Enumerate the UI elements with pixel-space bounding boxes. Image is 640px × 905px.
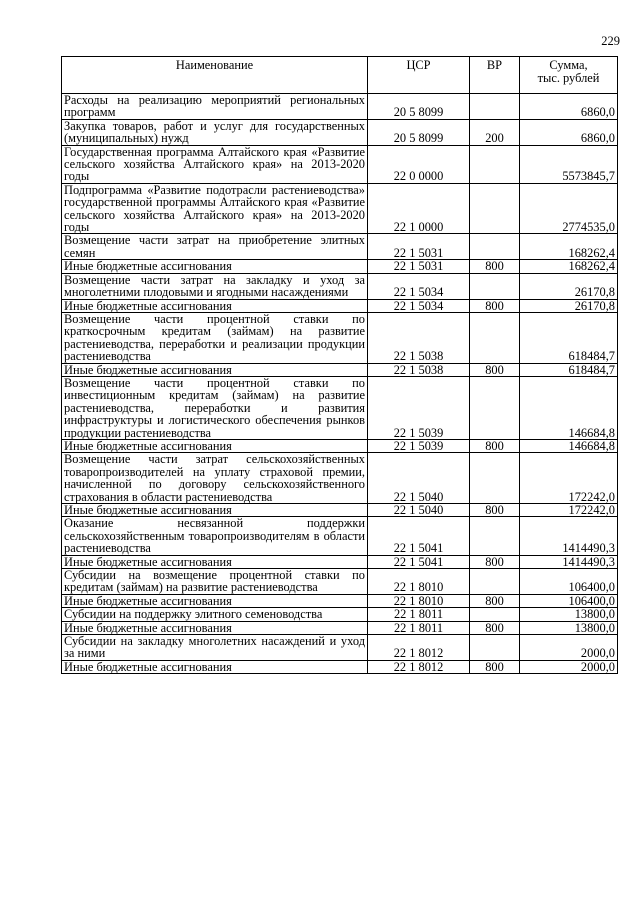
cell-name: Иные бюджетные ассигнования [62,660,368,673]
cell-sum: 5573845,7 [520,145,618,183]
cell-vr [470,273,520,299]
cell-csr: 22 1 0000 [368,183,470,234]
header-sum-line2: тыс. рублей [537,71,600,85]
cell-sum: 172242,0 [520,504,618,517]
cell-name: Государственная программа Алтайского края «Развитие сельского хозяйства Алтайского края» на 2013-2020 годы [62,145,368,183]
table-row [62,635,618,661]
table-row [62,94,618,120]
cell-csr: 20 5 8099 [368,119,470,145]
cell-csr: 22 1 8012 [368,635,470,661]
table-row [62,453,618,504]
cell-name: Закупка товаров, работ и услуг для государственных (муниципальных) нужд [62,119,368,145]
cell-name: Возмещение части затрат сельскохозяйственных товаропроизводителей на уплату страховой премии, начисленной по договору сельскохозяйственного страхования в области растениеводства [62,453,368,504]
cell-vr: 800 [470,555,520,568]
cell-name: Расходы на реализацию мероприятий региональных программ [62,94,368,120]
table-header [62,57,618,94]
cell-csr: 22 0 0000 [368,145,470,183]
cell-name: Иные бюджетные ассигнования [62,504,368,517]
cell-vr [470,183,520,234]
table-body [62,94,618,674]
cell-sum: 26170,8 [520,273,618,299]
cell-vr [470,94,520,120]
cell-vr [470,234,520,260]
cell-sum: 6860,0 [520,94,618,120]
cell-vr: 800 [470,439,520,452]
header-sum [520,57,618,94]
cell-sum: 618484,7 [520,363,618,376]
table-row [62,363,618,376]
table-row [62,312,618,363]
table-row [62,273,618,299]
table-row [62,376,618,439]
table-row [62,621,618,634]
cell-vr [470,145,520,183]
cell-name: Возмещение части процентной ставки по краткосрочным кредитам (займам) на развитие растениеводства, переработки и реализации продукции растениеводства [62,312,368,363]
cell-name: Подпрограмма «Развитие подотрасли растениеводства» государственной программы Алтайского края «Развитие сельского хозяйства Алтайского края» на 2013-2020 годы [62,183,368,234]
cell-vr: 800 [470,660,520,673]
cell-csr: 22 1 5039 [368,376,470,439]
table-row [62,608,618,621]
cell-csr: 22 1 5038 [368,312,470,363]
table-row [62,183,618,234]
header-vr: ВР [470,57,520,94]
header-sum-line1: Сумма, [549,58,588,72]
cell-sum: 106400,0 [520,594,618,607]
table-row [62,517,618,555]
header-name: Наименование [62,57,368,94]
cell-name: Иные бюджетные ассигнования [62,363,368,376]
cell-name: Иные бюджетные ассигнования [62,299,368,312]
cell-vr: 800 [470,504,520,517]
cell-vr: 800 [470,621,520,634]
cell-name: Иные бюджетные ассигнования [62,621,368,634]
cell-sum: 1414490,3 [520,555,618,568]
table-row [62,299,618,312]
cell-csr: 22 1 5041 [368,555,470,568]
cell-sum: 146684,8 [520,376,618,439]
cell-name: Иные бюджетные ассигнования [62,260,368,273]
table-row [62,234,618,260]
header-csr: ЦСР [368,57,470,94]
cell-csr: 20 5 8099 [368,94,470,120]
cell-csr: 22 1 5041 [368,517,470,555]
cell-csr: 22 1 8010 [368,594,470,607]
page-number: 229 [601,34,620,48]
cell-vr: 800 [470,299,520,312]
cell-name: Оказание несвязанной поддержки сельскохозяйственным товаропроизводителям в области растениеводства [62,517,368,555]
cell-csr: 22 1 5040 [368,504,470,517]
cell-name: Субсидии на поддержку элитного семеноводства [62,608,368,621]
table-row [62,145,618,183]
cell-sum: 2000,0 [520,660,618,673]
cell-sum: 1414490,3 [520,517,618,555]
table-row [62,660,618,673]
cell-sum: 2000,0 [520,635,618,661]
cell-csr: 22 1 5034 [368,273,470,299]
cell-sum: 168262,4 [520,234,618,260]
cell-csr: 22 1 8010 [368,569,470,595]
cell-name: Иные бюджетные ассигнования [62,594,368,607]
cell-vr [470,376,520,439]
cell-csr: 22 1 8012 [368,660,470,673]
budget-table [61,56,618,674]
cell-name: Иные бюджетные ассигнования [62,439,368,452]
table-row [62,439,618,452]
cell-sum: 172242,0 [520,453,618,504]
cell-name: Возмещение части процентной ставки по инвестиционным кредитам (займам) на развитие растениеводства, переработки и развития инфраструктуры и логистического обеспечения рынков продукции растениеводства [62,376,368,439]
cell-sum: 106400,0 [520,569,618,595]
cell-sum: 13800,0 [520,621,618,634]
table-row [62,594,618,607]
cell-sum: 26170,8 [520,299,618,312]
cell-csr: 22 1 5034 [368,299,470,312]
cell-vr: 800 [470,594,520,607]
table-row [62,119,618,145]
table-row [62,555,618,568]
cell-name: Возмещение части затрат на приобретение элитных семян [62,234,368,260]
cell-csr: 22 1 5031 [368,260,470,273]
cell-name: Иные бюджетные ассигнования [62,555,368,568]
table-row [62,504,618,517]
cell-vr [470,569,520,595]
cell-csr: 22 1 8011 [368,621,470,634]
table-row [62,569,618,595]
cell-sum: 6860,0 [520,119,618,145]
cell-vr: 800 [470,363,520,376]
cell-name: Субсидии на закладку многолетних насаждений и уход за ними [62,635,368,661]
cell-sum: 13800,0 [520,608,618,621]
cell-vr [470,608,520,621]
header-row [62,57,618,94]
cell-vr [470,312,520,363]
cell-name: Возмещение части затрат на закладку и уход за многолетними плодовыми и ягодными насаждениями [62,273,368,299]
cell-csr: 22 1 5039 [368,439,470,452]
cell-sum: 618484,7 [520,312,618,363]
cell-csr: 22 1 5038 [368,363,470,376]
cell-vr: 800 [470,260,520,273]
table-row [62,260,618,273]
cell-sum: 146684,8 [520,439,618,452]
cell-vr [470,517,520,555]
cell-sum: 2774535,0 [520,183,618,234]
cell-vr: 200 [470,119,520,145]
cell-vr [470,635,520,661]
cell-name: Субсидии на возмещение процентной ставки по кредитам (займам) на развитие растениеводства [62,569,368,595]
cell-csr: 22 1 8011 [368,608,470,621]
cell-sum: 168262,4 [520,260,618,273]
cell-vr [470,453,520,504]
cell-csr: 22 1 5031 [368,234,470,260]
cell-csr: 22 1 5040 [368,453,470,504]
